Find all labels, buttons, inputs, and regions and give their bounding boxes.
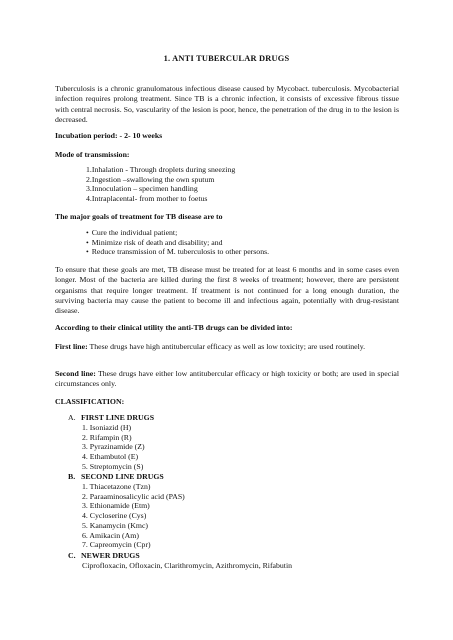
group-letter: C. [68, 551, 76, 560]
second-line-paragraph [55, 369, 399, 390]
first-line-paragraph [55, 342, 399, 352]
list-item: 3. Pyrazinamide (Z) [82, 442, 145, 452]
treatment-duration-paragraph: To ensure that these goals are met, TB disease must be treated for at least 6 months and in some cases even longer. Most of the bacteria are killed during the first 8 weeks of treatment; however, there are persistent organisms that require longer treatment. If treatment is not continued for a long enough duration, the surviving bacteria may cause the patient to become ill and infectious again, potentially with drug-resistant disease. [55, 265, 399, 316]
list-item: 5. Streptomycin (S) [82, 461, 144, 471]
classification-heading: CLASSIFICATION: [55, 397, 125, 406]
list-item: 1. Thiacetazone (Tzn) [82, 482, 151, 491]
list-item: 4. Ethambutol (E) [82, 452, 139, 462]
list-item: 4.Intraplacental- from mother to foetus [86, 193, 208, 203]
list-item: 4. Cycloserine (Cys) [82, 511, 147, 521]
transmission-list [86, 165, 235, 203]
second-line-text: These drugs have either low antitubercular efficacy or high toxicity or both; are used in special circumstances only. [55, 369, 399, 389]
list-item: 6. Amikacin (Am) [82, 530, 139, 540]
list-item: 2. Paraaminosalicylic acid (PAS) [82, 491, 185, 501]
list-item: 1. Isoniazid (H) [82, 423, 132, 432]
group-c-heading [68, 551, 140, 561]
group-a-heading [68, 413, 154, 423]
clinical-utility-heading: According to their clinical utility the anti-TB drugs can be divided into: [55, 323, 293, 332]
transmission-heading: Mode of transmission: [55, 150, 130, 159]
group-letter: A. [68, 413, 76, 422]
second-line-label: Second line: [55, 369, 96, 378]
second-line-drugs-list [82, 482, 185, 550]
list-item: • Reduce transmission of M. tuberculosis to other persons. [86, 247, 269, 257]
group-letter: B. [68, 472, 76, 481]
goals-heading: The major goals of treatment for TB disease are to [55, 212, 223, 221]
list-item: 2.Ingestion –swallowing the own sputum [86, 174, 215, 184]
first-line-label: First line: [55, 342, 88, 351]
first-line-drugs-list [82, 423, 145, 472]
list-item: 3.Innoculation – specimen handling [86, 184, 198, 194]
list-item: 2. Rifampin (R) [82, 432, 132, 442]
list-item: 1.Inhalation - Through droplets during sneezing [86, 165, 236, 174]
list-item: • Cure the individual patient; [86, 228, 269, 238]
incubation-period: Incubation period: - 2- 10 weeks [55, 131, 163, 140]
list-item: 3. Ethionamide (Etm) [82, 501, 150, 511]
group-name: FIRST LINE DRUGS [81, 413, 155, 422]
list-item: 5. Kanamycin (Kmc) [82, 520, 149, 530]
list-item: 7. Capreomycin (Cpr) [82, 540, 151, 550]
intro-paragraph: Tuberculosis is a chronic granulomatous infectious disease caused by Mycobact. tuberculosis. Mycobacterial infection requires prolong treatment. Since TB is a chronic infection, it consists of excessive fibrous tissue with central necrosis. So, vascularity of the lesion is poor, hence, the penetration of the drug in to the lesion is decreased. [55, 84, 399, 124]
list-item: • Minimize risk of death and disability; and [86, 238, 269, 248]
list-item: Ciprofloxacin, Ofloxacin, Clarithromycin, Azithromycin, Rifabutin [82, 561, 293, 570]
group-b-heading [68, 472, 164, 482]
first-line-text: These drugs have high antitubercular efficacy as well as low toxicity; are used routinely. [87, 342, 366, 351]
group-name: SECOND LINE DRUGS [81, 472, 164, 481]
newer-drugs-list [82, 561, 292, 571]
group-name: NEWER DRUGS [81, 551, 140, 560]
goals-list [86, 228, 269, 257]
page-title: 1. ANTI TUBERCULAR DRUGS [163, 54, 290, 63]
